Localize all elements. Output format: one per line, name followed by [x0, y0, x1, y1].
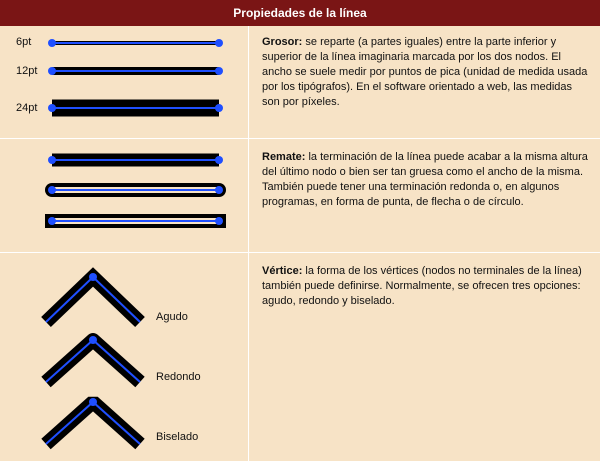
join-round-vertex	[46, 336, 140, 382]
thickness-description	[262, 35, 592, 110]
thickness-24pt-line	[48, 104, 223, 112]
join-text: la forma de los vértices (nodos no terminales de la línea) también puede definirse. Normalmente, se ofrecen tres opciones: agudo, redondo y biselado.	[262, 265, 582, 307]
join-bevel-vertex	[46, 398, 140, 444]
join-label-redondo: Redondo	[156, 371, 201, 383]
join-label-biselado: Biselado	[156, 431, 199, 443]
cap-butt-line	[48, 156, 223, 164]
thickness-6pt-line	[48, 39, 223, 47]
join-term: Vértice:	[262, 265, 303, 277]
join-description	[262, 264, 592, 309]
cap-text: la terminación de la línea puede acabar a la misma altura del último nodo o bien ser tan gruesa como el ancho de la misma. También puede tener una terminación redonda o, en algunos programas, en forma de punta, de flecha o de círculo.	[262, 151, 588, 208]
cap-term: Remate:	[262, 151, 306, 163]
join-miter-vertex	[46, 273, 140, 322]
thickness-label-12pt: 12pt	[16, 65, 38, 77]
page-title: Propiedades de la línea	[0, 0, 600, 26]
thickness-label-6pt: 6pt	[16, 36, 32, 48]
thickness-label-24pt: 24pt	[16, 102, 38, 114]
cap-square-line	[48, 217, 223, 225]
cap-description	[262, 150, 592, 210]
thickness-term: Grosor:	[262, 36, 303, 48]
join-label-agudo: Agudo	[156, 311, 188, 323]
thickness-12pt-line	[48, 67, 223, 75]
thickness-text: se reparte (a partes iguales) entre la parte inferior y superior de la línea imaginaria marcada por los dos nodos. El ancho se suele medir por puntos de pica (unidad de medida usada por los tipógrafos). En el software orientado a web, las medidas son por píxeles.	[262, 36, 588, 108]
cap-round-line	[48, 186, 223, 194]
